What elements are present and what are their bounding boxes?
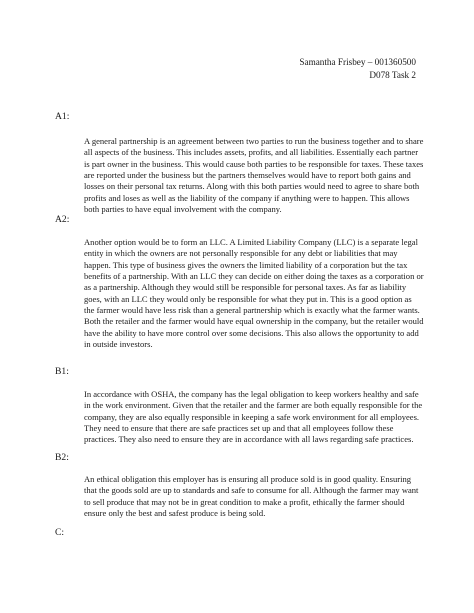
author-line: Samantha Frisbey – 001360500 (299, 57, 416, 67)
section-label-c: C: (55, 527, 65, 538)
task-line: D078 Task 2 (369, 70, 416, 80)
section-label-b1: B1: (55, 366, 69, 377)
section-text-a2: Another option would be to form an LLC. A Limited Liability Company (LLC) is a separate legal entity in which the owners are not personally responsible for any debt or liabilities that may happen. This type of business gives the owners the limited liability of a corporation but the tax benefits of a partnership. With an LLC they can decide on either doing the taxes as a corporation or as a partnership. Although they would still be responsible for personal taxes. As far as liability goes, with an LLC they would only be responsible for what they put in. This is a good option as the farmer would have less risk than a general partnership which is exactly what the farmer wants. Both the retailer and the farmer would have equal ownership in the company, but the retailer would have the ability to have more control over some decisions. This also allows the opportunity to add in outside investors. (84, 237, 424, 350)
section-text-b1: In accordance with OSHA, the company has the legal obligation to keep workers healthy and safe in the work environment. Given that the retailer and the farmer are both equally responsible for the company, they are also equally responsible in keeping a safe work environment for all employees. They need to ensure that there are safe practices set up and that all employees follow these practices. They also need to ensure they are in accordance with all laws regarding safe practices. (84, 389, 423, 445)
section-text-b2: An ethical obligation this employer has is ensuring all produce sold is in good quality. Ensuring that the goods sold are up to standards and safe to consume for all. Although the farmer may want to sell produce that may not be in great condition to make a profit, ethically the farmer should ensure only the best and safest produce is being sold. (84, 474, 419, 519)
document-header (299, 56, 416, 82)
section-label-a2: A2: (55, 214, 70, 225)
section-label-b2: B2: (55, 452, 69, 463)
section-label-a1: A1: (55, 111, 70, 122)
section-text-a1: A general partnership is an agreement between two parties to run the business together and to share all aspects of the business. This includes assets, profits, and all liabilities. Essentially each partner is part owner in the business. This would cause both parties to be responsible for taxes. These taxes are reported under the business but the partners themselves would have to report both gains and losses on their personal tax returns. Along with this both parties would need to agree to share both profits and loses as well as the liability of the company if anything were to happen. This allows both parties to have equal involvement with the company. (84, 136, 424, 215)
